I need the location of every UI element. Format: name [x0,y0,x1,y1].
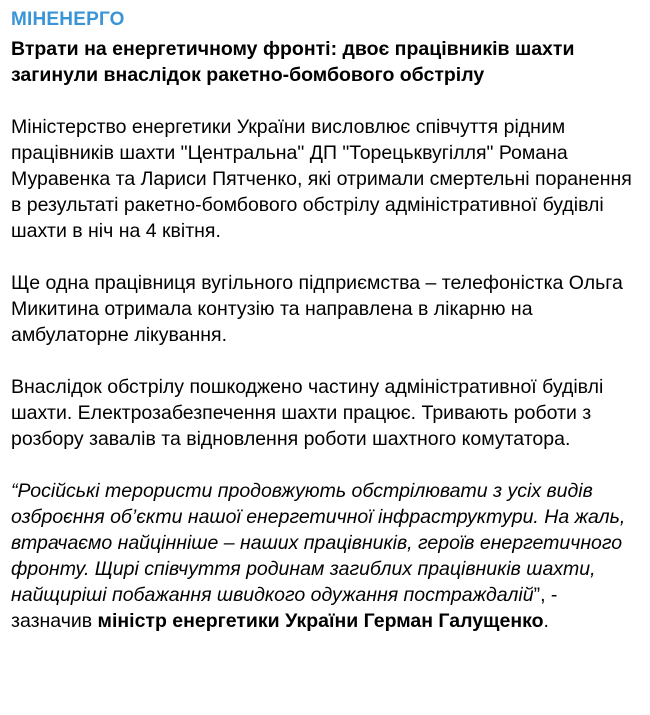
quote-italic-text: “Російські терористи продовжують обстрілювати з усіх видів озброєння об’єкти нашої енергетичної інфраструктури. На жаль, втрачаємо найцінніше – наших працівників, героїв енергетичного фронту. Щирі співчуття родинам загиблих працівників шахти, найщиріші побажання швидкого одужання постраждалій [11,480,626,606]
quote-author: міністр енергетики України Герман Галущенко [97,610,544,632]
quote-attribution-text: ”, - зазначив [11,584,558,632]
message-quote [11,478,640,634]
channel-name[interactable]: МІНЕНЕРГО [11,9,125,30]
message-paragraph-1: Міністерство енергетики України висловлює співчуття рідним працівників шахти "Центральна" ДП "Торецьквугілля" Романа Муравенка та Лариси Пятченко, які отримали смертельні поранення в результаті ракетно-бомбового обстрілу адміністративної будівлі шахти в ніч на 4 квітня. [11,116,632,242]
message-paragraph-3: Внаслідок обстрілу пошкоджено частину адміністративної будівлі шахти. Електрозабезпечення шахти працює. Тривають роботи з розбору завалів та відновлення роботи шахтного комутатора. [11,376,604,450]
quote-end: . [543,610,549,632]
message-headline: Втрати на енергетичному фронті: двоє працівників шахти загинули внаслідок ракетно-бомбового обстрілу [11,38,575,86]
message-paragraph-2: Ще одна працівниця вугільного підприємства – телефоністка Ольга Микитина отримала контузію та направлена в лікарню на амбулаторне лікування. [11,272,623,346]
